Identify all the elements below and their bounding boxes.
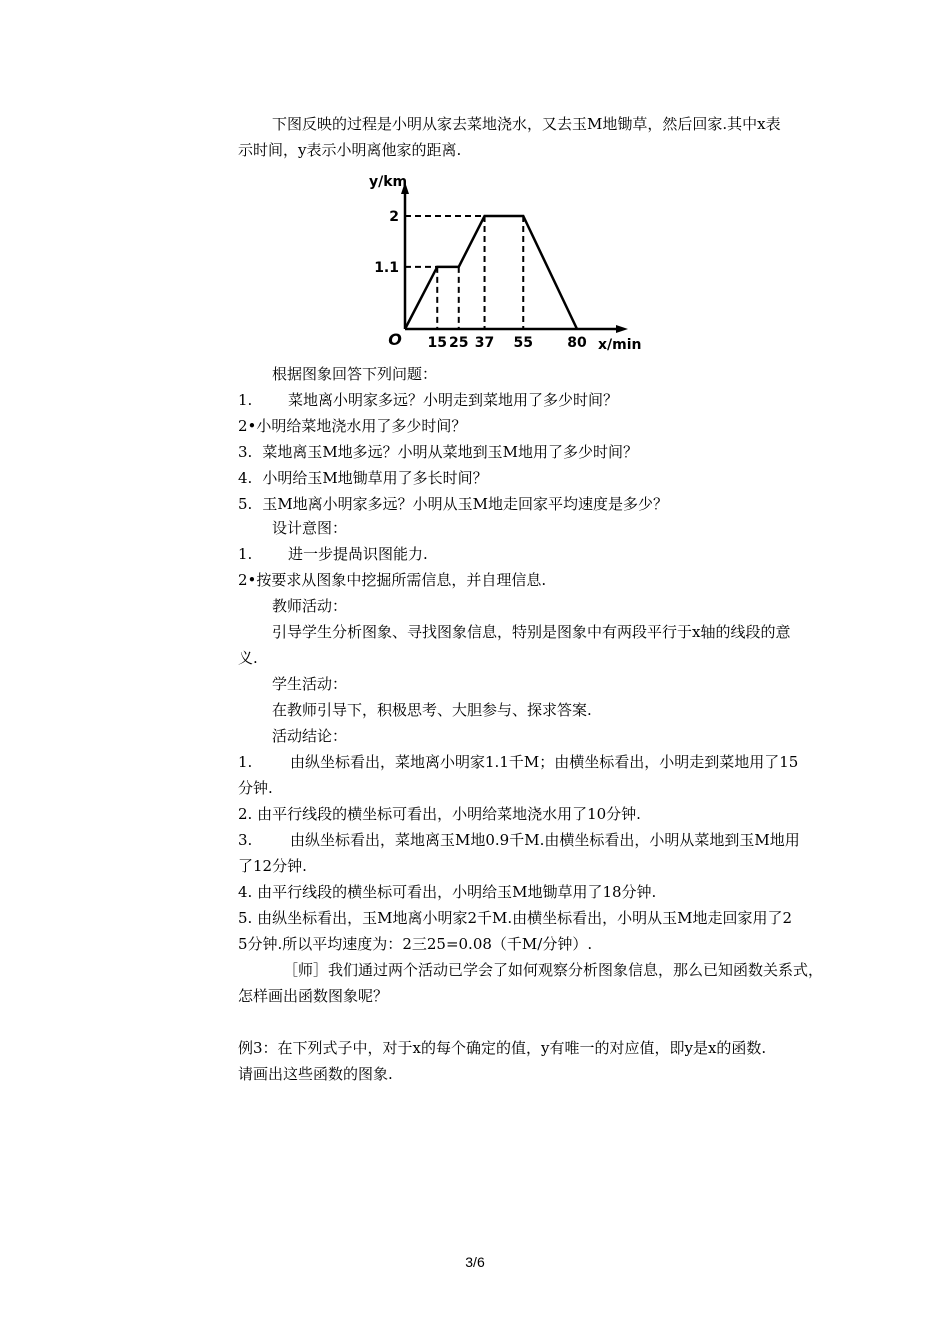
question-item xyxy=(238,416,466,436)
example-line-2: 请画出这些函数的图象. xyxy=(238,1065,393,1083)
x-tick-label: 37 xyxy=(474,335,495,351)
teacher-remark-line-1: ［师］我们通过两个活动已学会了如何观察分析图象信息，那么已知函数关系式， xyxy=(283,961,824,979)
conclusion-3-text: 由纵坐标看出，菜地离玉M地0.9千M.由横坐标看出，小明从菜地到玉M地用 xyxy=(290,831,800,849)
x-tick-label: 15 xyxy=(427,335,447,351)
y-tick-label: 1.1 xyxy=(374,259,399,276)
conclusion-1-text: 由纵坐标看出，菜地离小明家1.1千M；由横坐标看出，小明走到菜地用了15 xyxy=(290,753,799,771)
question-number: 4. xyxy=(238,469,253,487)
chart-series xyxy=(405,216,577,329)
y-tick-label: 2 xyxy=(389,209,399,225)
design-item-2: 2•按要求从图象中挖掘所需信息，并自理信息. xyxy=(238,571,547,589)
design-item-1-num: 1. xyxy=(238,545,253,563)
question-text: 菜地离小明家多远？小明走到菜地用了多少时间？ xyxy=(288,391,619,409)
x-tick-label: 25 xyxy=(449,335,469,351)
design-item-1 xyxy=(238,544,428,564)
page-number: 3/6 xyxy=(465,1254,485,1270)
teacher-line-1: 引导学生分析图象、寻找图象信息，特别是图象中有两段平行于x轴的线段的意 xyxy=(272,623,791,641)
x-tick-label: 80 xyxy=(567,335,587,351)
question-item xyxy=(238,468,488,488)
question-text: 玉M地离小明家多远？小明从玉M地走回家平均速度是多少？ xyxy=(262,495,669,513)
conclusion-item-2: 2. 由平行线段的横坐标可看出，小明给菜地浇水用了10分钟. xyxy=(238,805,641,823)
question-item xyxy=(238,390,618,410)
y-axis-label: y/km xyxy=(369,174,408,190)
question-text: 小明给玉M地锄草用了多长时间？ xyxy=(262,469,488,487)
conclusion-1-num: 1. xyxy=(238,753,253,771)
conclusion-1-cont: 分钟. xyxy=(238,779,273,797)
conclusion-item-1 xyxy=(238,752,798,772)
question-item xyxy=(238,494,668,514)
question-item xyxy=(238,442,638,462)
chart-labels xyxy=(369,174,642,353)
x-axis-arrow xyxy=(616,325,628,333)
conclusion-3-num: 3. xyxy=(238,831,253,849)
teacher-line-2: 义. xyxy=(238,649,258,667)
conclusion-item-5: 5. 由纵坐标看出，玉M地离小明家2千M.由横坐标看出，小明从玉M地走回家用了2 xyxy=(238,909,793,927)
distance-time-chart xyxy=(362,170,652,360)
example-line-1: 例3：在下列式子中，对于x的每个确定的值，y有唯一的对应值，即y是x的函数. xyxy=(238,1039,767,1057)
x-axis-label: x/min xyxy=(598,337,642,353)
x-tick-label: 55 xyxy=(513,335,533,351)
origin-label: O xyxy=(388,330,402,349)
conclusion-item-3 xyxy=(238,830,800,850)
intro-line-1: 下图反映的过程是小明从家去菜地浇水，又去玉M地锄草，然后回家.其中x表 xyxy=(272,115,781,133)
design-item-1-text: 进一步提咼识图能力. xyxy=(288,545,428,563)
conclusion-3-cont: 了12分钟. xyxy=(238,857,307,875)
conclusion-heading: 活动结论： xyxy=(272,727,348,745)
intro-line-2: 示时间，y表示小明离他家的距离. xyxy=(238,141,462,159)
questions-heading: 根据图象回答下列问题： xyxy=(272,365,438,383)
student-heading: 学生活动： xyxy=(272,675,348,693)
student-text: 在教师引导下，积极思考、大胆参与、探求答案. xyxy=(272,701,592,719)
question-number: 1. xyxy=(238,391,253,409)
teacher-remark-line-2: 怎样画出函数图象呢？ xyxy=(238,987,389,1005)
question-number: 3. xyxy=(238,443,253,461)
question-text: 菜地离玉M地多远？小明从菜地到玉M地用了多少时间？ xyxy=(262,443,639,461)
conclusion-item-4: 4. 由平行线段的横坐标可看出，小明给玉M地锄草用了18分钟. xyxy=(238,883,657,901)
series-line xyxy=(405,216,577,329)
question-text: 小明给菜地浇水用了多少时间？ xyxy=(256,417,467,435)
question-number: 2• xyxy=(238,417,257,435)
chart-axes xyxy=(401,182,628,333)
design-heading: 设计意图： xyxy=(272,519,348,537)
question-number: 5. xyxy=(238,495,253,513)
conclusion-5-cont: 5分钟.所以平均速度为：2三25=0.08（千M/分钟）. xyxy=(238,935,593,953)
chart-guides xyxy=(405,216,523,329)
teacher-heading: 教师活动： xyxy=(272,597,348,615)
